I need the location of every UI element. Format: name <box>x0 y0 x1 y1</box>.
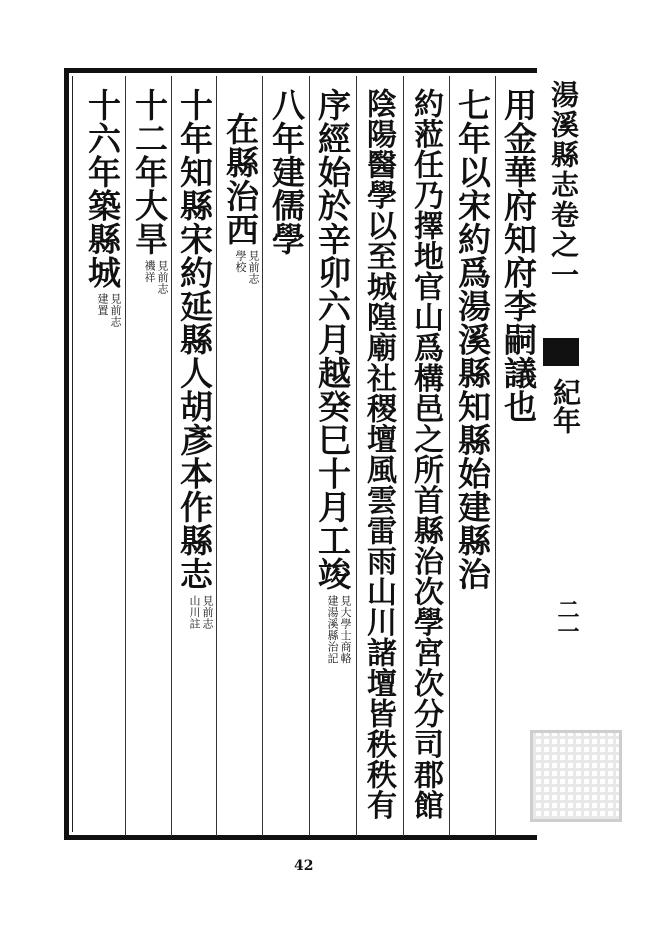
column-rule <box>309 76 310 836</box>
column-rule <box>449 76 450 836</box>
text-column-10 <box>82 88 122 328</box>
interlinear-note <box>143 260 169 295</box>
column-main-text: 約蒞任乃擇地官山爲構邑之所首縣治次學宮次分司郡館 <box>408 88 443 820</box>
page-number: 42 <box>294 858 314 874</box>
column-rule <box>216 76 217 836</box>
interlinear-note <box>188 595 214 630</box>
note-line: 見前志 <box>201 594 214 629</box>
column-main-text: 在縣治西 <box>221 112 260 246</box>
column-main-text: 序經始於辛卯六月越癸巳十月工竣 <box>313 88 352 591</box>
interlinear-note <box>326 595 352 664</box>
note-line: 見前志 <box>247 250 260 285</box>
column-main-text: 七年以宋約爲湯溪縣知縣始建縣治 <box>453 88 492 591</box>
column-rule <box>262 76 263 836</box>
column-rule <box>171 76 172 836</box>
text-column-4 <box>359 88 397 820</box>
column-rule <box>356 76 357 836</box>
note-line: 見大學士商輅 <box>339 594 352 664</box>
note-line: 山川註 <box>188 594 201 629</box>
note-line: 見前志 <box>156 259 169 294</box>
column-main-text: 八年建儒學 <box>267 88 306 256</box>
text-column-9 <box>129 88 169 294</box>
margin-fishtail-band <box>543 338 579 366</box>
column-main-text: 十年知縣宋約延縣人胡彥本作縣志 <box>175 88 214 591</box>
note-line: 禨祥 <box>143 259 156 283</box>
margin-book-title: 湯溪縣志卷之一 <box>547 80 580 290</box>
column-main-text: 陰陽醫學以至城隍廟社稷壇風雲雷雨山川諸壇皆秩秩有 <box>361 88 396 820</box>
margin-section-title: 紀年 <box>549 378 582 434</box>
note-line: 學校 <box>234 250 247 273</box>
column-main-text: 十六年築縣城 <box>83 88 122 289</box>
note-line: 建湯溪縣治記 <box>326 594 339 664</box>
text-column-1 <box>498 88 538 423</box>
interlinear-note <box>96 293 122 328</box>
text-column-2 <box>452 88 492 591</box>
text-column-3 <box>406 88 444 820</box>
margin-leaf-number: 二一 <box>554 598 580 642</box>
text-column-7 <box>220 112 260 285</box>
text-column-8 <box>174 88 214 629</box>
interlinear-note <box>234 250 260 285</box>
library-seal-stamp <box>530 730 622 822</box>
column-main-text: 用金華府知府李嗣議也 <box>499 88 538 423</box>
inner-border-rule <box>72 76 73 832</box>
text-column-5 <box>312 88 352 664</box>
column-rule <box>403 76 404 836</box>
column-rule <box>125 76 126 836</box>
note-line: 見前志 <box>109 293 122 328</box>
column-rule <box>495 76 496 836</box>
note-line: 建置 <box>96 293 109 316</box>
column-main-text: 十二年大旱 <box>130 88 169 256</box>
text-column-6 <box>266 88 306 256</box>
